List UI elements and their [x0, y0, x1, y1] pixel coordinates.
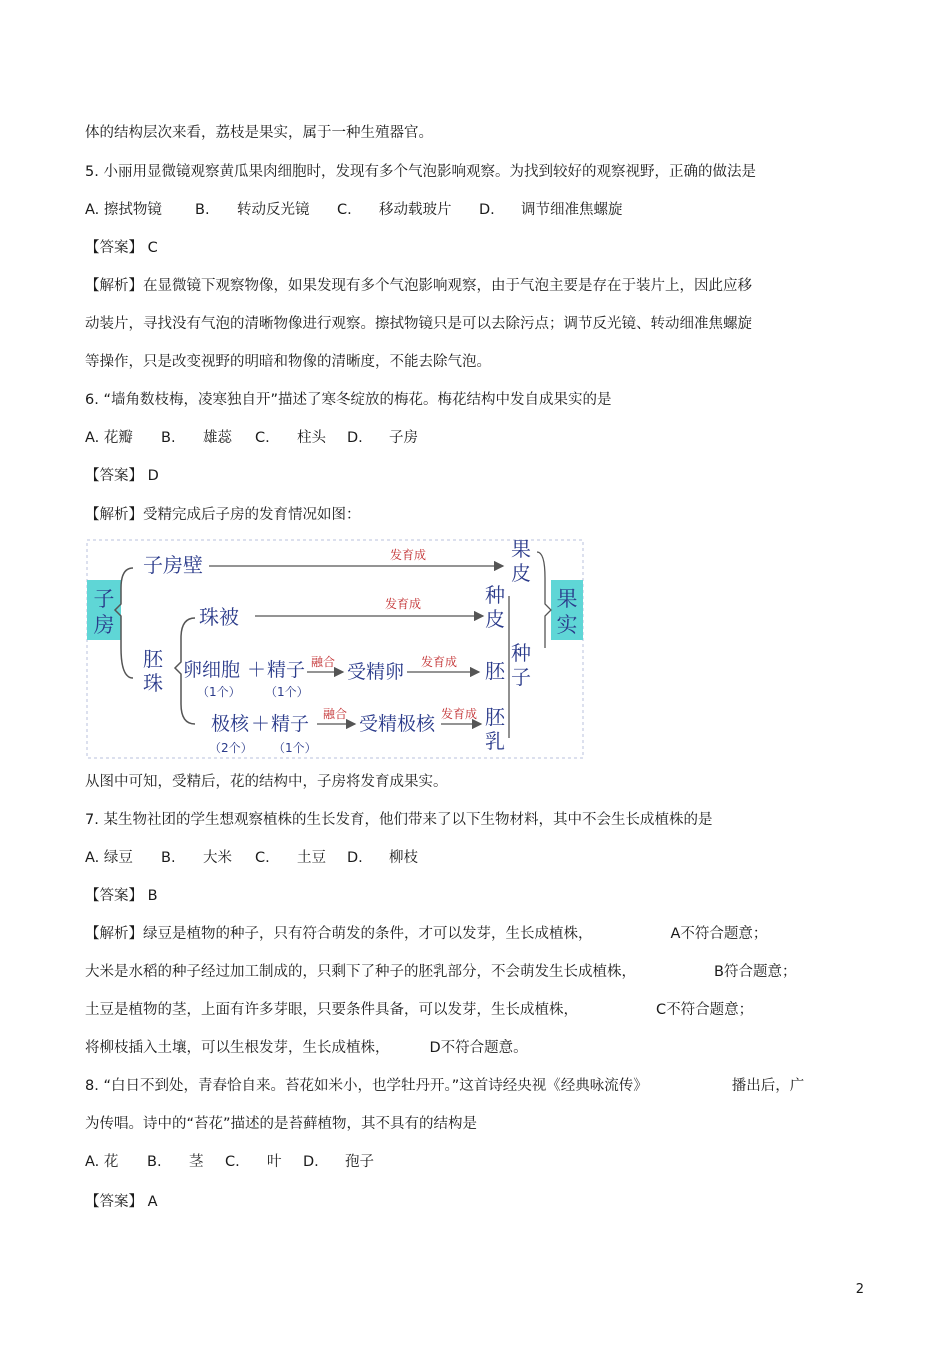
- integument-label: 珠被: [199, 605, 239, 629]
- fertilized-polar-label: 受精极核: [359, 713, 436, 735]
- explanation-7-line2: [85, 962, 796, 982]
- explanation-7-verdict: A不符合题意；: [670, 926, 768, 942]
- option-d-letter: D.: [347, 430, 363, 446]
- option-a: A. 擦拭物镜: [85, 202, 162, 218]
- egg-count: （1个）: [197, 685, 241, 699]
- explanation-7-verdict: D不符合题意。: [429, 1040, 528, 1056]
- option-b: 大米: [203, 850, 232, 866]
- option-a: A. 花瓣: [85, 430, 133, 446]
- option-b: 雄蕊: [203, 430, 232, 446]
- option-b-letter: B.: [161, 430, 176, 446]
- ovary-development-diagram: [85, 538, 585, 760]
- answer-5: 【答案】 C: [85, 240, 158, 256]
- fuse-label-2: 融合: [323, 707, 348, 721]
- develop-label-2: 发育成: [385, 597, 422, 611]
- question-8-options: [85, 1152, 374, 1172]
- explanation-7-text: 土豆是植物的茎，上面有许多芽眼，只要条件具备，可以发芽，生长成植株，: [85, 1002, 578, 1018]
- ovary-label-2: 房: [93, 613, 115, 637]
- option-b-letter: B.: [161, 850, 176, 866]
- explanation-5-line1: 【解析】在显微镜下观察物像，如果发现有多个气泡影响观察，由于气泡主要是存在于装片上，因此应移: [85, 278, 752, 294]
- sperm-count-1: （1个）: [265, 685, 309, 699]
- explanation-7-text: 将柳枝插入土壤，可以生根发芽，生长成植株，: [85, 1040, 390, 1056]
- explanation-6: 【解析】受精完成后子房的发育情况如图：: [85, 507, 361, 523]
- sperm-label-1: 精子: [267, 659, 306, 681]
- question-6-options: [85, 428, 418, 448]
- fruit-label: 果: [556, 587, 578, 611]
- ovary-wall-label: 子房壁: [143, 553, 203, 577]
- develop-label-4: 发育成: [441, 707, 478, 721]
- option-b: 转动反光镜: [237, 202, 310, 218]
- seed-2: 子: [511, 665, 531, 689]
- option-c: 土豆: [297, 850, 326, 866]
- explanation-7-line4: [85, 1038, 528, 1058]
- answer-7: 【答案】 B: [85, 888, 158, 904]
- option-b: 茎: [189, 1154, 204, 1170]
- pericarp-2: 皮: [511, 561, 531, 585]
- polar-label: 极核: [211, 713, 250, 735]
- option-b-letter: B.: [195, 202, 210, 218]
- option-c: 柱头: [297, 430, 326, 446]
- question-7-options: [85, 848, 418, 868]
- option-c: 移动载玻片: [379, 202, 452, 218]
- develop-label-3: 发育成: [421, 655, 458, 669]
- zygote-label: 受精卵: [347, 661, 405, 683]
- explanation-5-line2: 动装片，寻找没有气泡的清晰物像进行观察。擦拭物镜只是可以去除污点；调节反光镜、转动细准焦螺旋: [85, 316, 752, 332]
- explanation-7-line3: [85, 1000, 753, 1020]
- option-d: 调节细准焦螺旋: [521, 202, 623, 218]
- pericarp-1: 果: [511, 538, 531, 561]
- explanation-7-text: 【解析】绿豆是植物的种子，只有符合萌发的条件，才可以发芽，生长成植株，: [85, 926, 593, 942]
- fuse-label-1: 融合: [311, 655, 336, 669]
- question-5-options: [85, 200, 623, 220]
- question-6: 6. “墙角数枝梅，凌寒独自开”描述了寒冬绽放的梅花。梅花结构中发自成果实的是: [85, 392, 612, 408]
- develop-label-1: 发育成: [390, 548, 427, 562]
- question-8-text-tail: 播出后，广: [731, 1078, 805, 1094]
- explanation-7-text: 大米是水稻的种子经过加工制成的，只剩下了种子的胚乳部分，不会萌发生长成植株，: [85, 964, 636, 980]
- option-a: A. 绿豆: [85, 850, 133, 866]
- option-c-letter: C.: [255, 430, 270, 446]
- fruit-brace: [537, 552, 551, 648]
- diagram-conclusion: 从图中可知，受精后，花的结构中，子房将发育成果实。: [85, 774, 448, 790]
- polar-count: （2个）: [209, 741, 253, 755]
- egg-label: 卵细胞: [183, 659, 241, 681]
- option-d: 子房: [389, 430, 418, 446]
- option-d-letter: D.: [479, 202, 495, 218]
- question-8-line2: 为传唱。诗中的“苔花”描述的是苔藓植物，其不具有的结构是: [85, 1116, 478, 1132]
- plus-2: ＋: [251, 713, 271, 735]
- plus-1: ＋: [247, 659, 267, 681]
- explanation-7-verdict: C不符合题意；: [656, 1002, 754, 1018]
- option-c-letter: C.: [337, 202, 352, 218]
- option-a: A. 花: [85, 1154, 119, 1170]
- option-d-letter: D.: [347, 850, 363, 866]
- option-b-letter: B.: [147, 1154, 162, 1170]
- option-c: 叶: [267, 1154, 282, 1170]
- seed-coat-1: 种: [485, 583, 505, 607]
- option-c-letter: C.: [255, 850, 270, 866]
- page-number: 2: [855, 1282, 864, 1297]
- ovule-1: 胚: [143, 647, 163, 671]
- sperm-label-2: 精子: [271, 713, 310, 735]
- seed-coat-2: 皮: [485, 607, 505, 631]
- option-d: 孢子: [345, 1154, 374, 1170]
- ovule-2: 珠: [143, 671, 163, 695]
- sperm-count-2: （1个）: [273, 741, 317, 755]
- option-c-letter: C.: [225, 1154, 240, 1170]
- question-7: 7. 某生物社团的学生想观察植株的生长发育，他们带来了以下生物材料，其中不会生长成植株的是: [85, 812, 713, 828]
- option-d-letter: D.: [303, 1154, 319, 1170]
- endosperm-1: 胚: [485, 705, 505, 729]
- option-d: 柳枝: [389, 850, 418, 866]
- embryo-label: 胚: [485, 659, 505, 683]
- explanation-7-line1: [85, 924, 767, 944]
- ovary-label-1: 子: [93, 587, 115, 611]
- endosperm-2: 乳: [485, 729, 505, 753]
- seed-1: 种: [511, 641, 531, 665]
- fruit-label-2: 实: [556, 613, 578, 637]
- text-line: 体的结构层次来看，荔枝是果实，属于一种生殖器官。: [85, 125, 433, 141]
- question-5: 5. 小丽用显微镜观察黄瓜果肉细胞时，发现有多个气泡影响观察。为找到较好的观察视野，正确的做法是: [85, 164, 756, 180]
- answer-8: 【答案】 A: [85, 1194, 158, 1210]
- answer-6: 【答案】 D: [85, 468, 159, 484]
- explanation-5-line3: 等操作，只是改变视野的明暗和物像的清晰度，不能去除气泡。: [85, 354, 491, 370]
- question-8-line1: [85, 1076, 804, 1096]
- question-8-text: 8. “白日不到处，青春恰自来。苔花如米小，也学牡丹开。”这首诗经央视《经典咏流传》: [85, 1078, 648, 1094]
- explanation-7-verdict: B符合题意；: [714, 964, 797, 980]
